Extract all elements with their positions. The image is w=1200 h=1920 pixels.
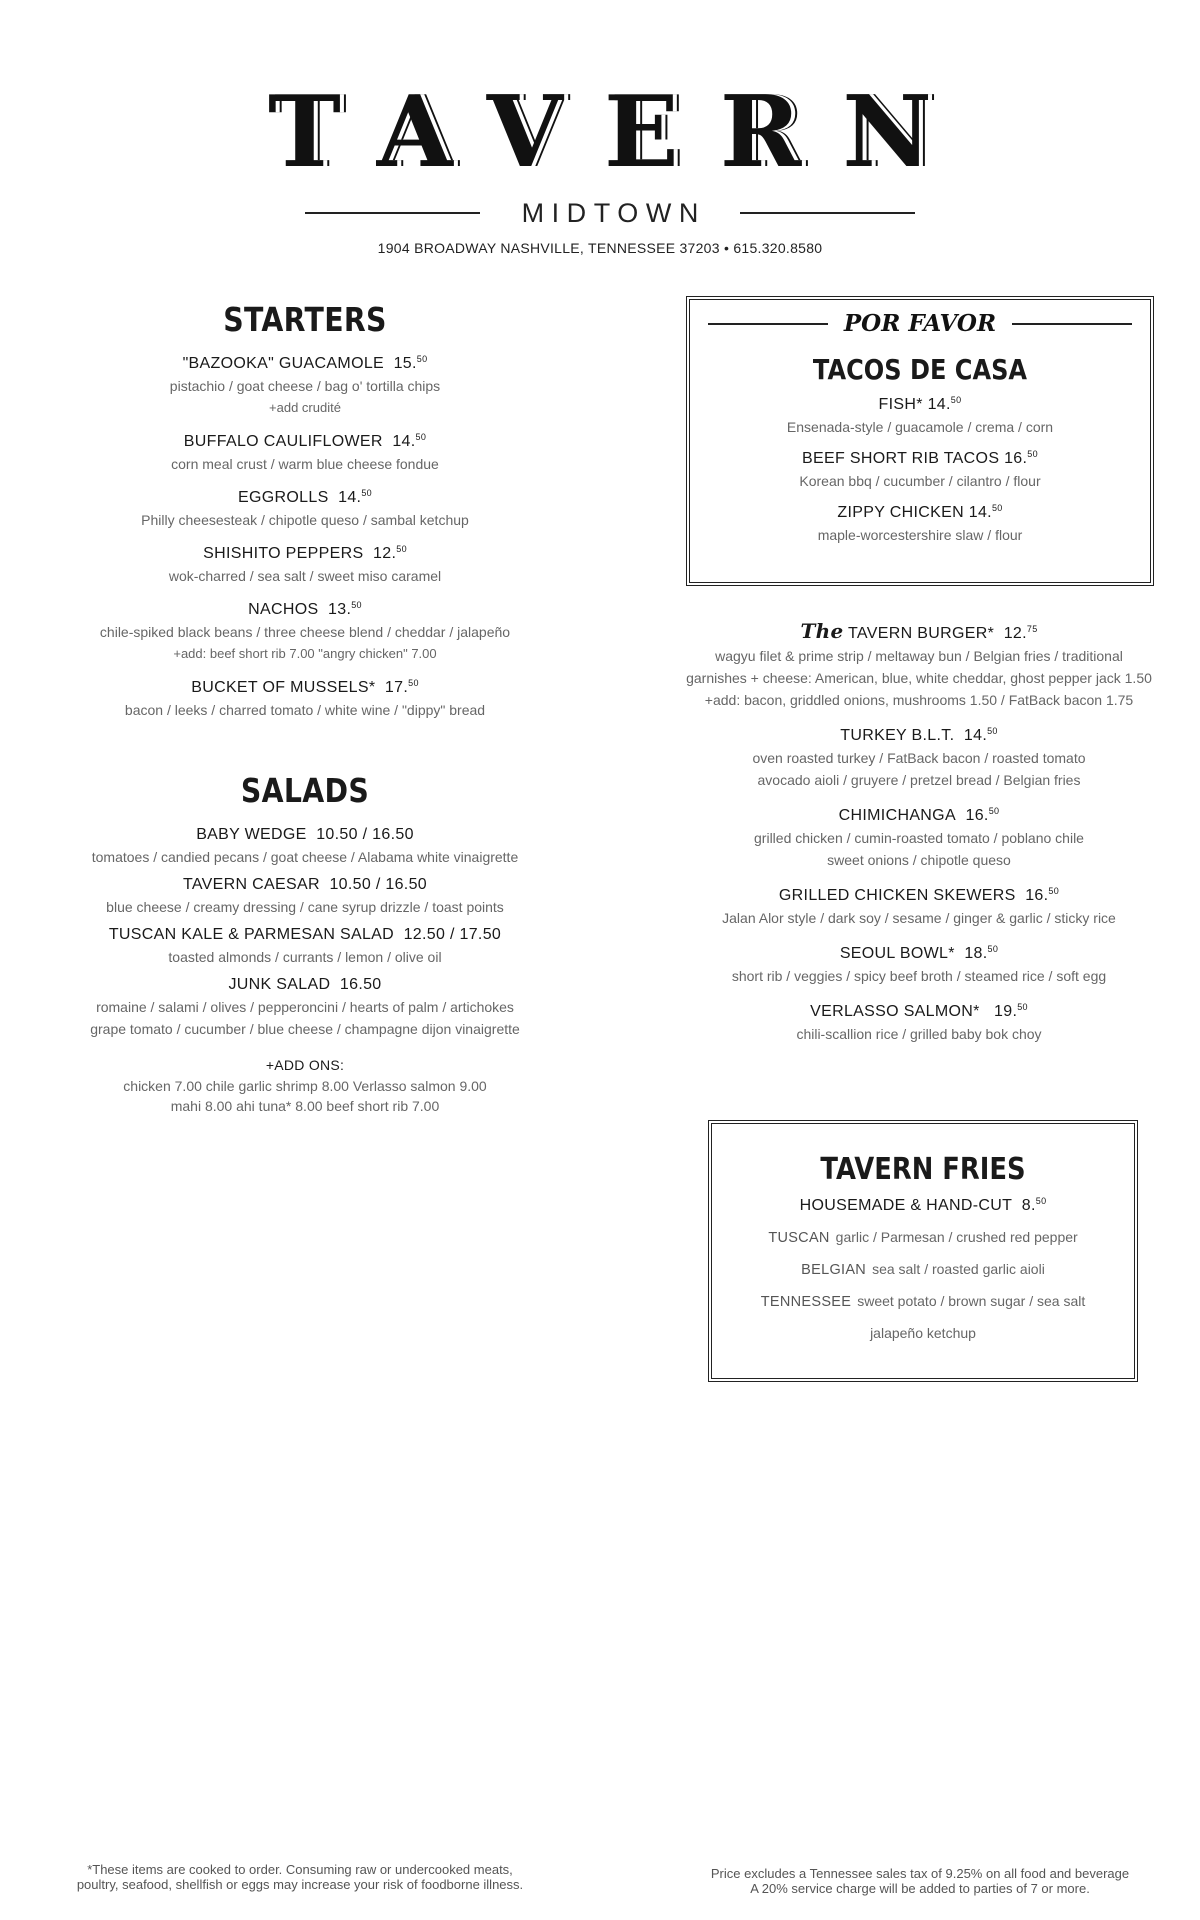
item-cents: 50: [1017, 1002, 1028, 1012]
item-desc: Jalan Alor style / dark soy / sesame / ginger & garlic / sticky rice: [722, 910, 1116, 926]
item-name: VERLASSO SALMON*: [810, 1003, 980, 1020]
item-price: 10.50 / 16.50: [329, 876, 428, 893]
item-cents: 50: [988, 806, 1000, 816]
item-price: 10.50 / 16.50: [316, 826, 414, 843]
menu-item: [60, 924, 550, 968]
menu-item: [690, 502, 1150, 546]
menu-item: [60, 974, 550, 1040]
item-desc: tomatoes / candied pecans / goat cheese / Alabama white vinaigrette: [91, 849, 519, 865]
item-price: 12.: [1003, 625, 1027, 642]
item-name: HOUSEMADE & HAND-CUT: [799, 1197, 1013, 1214]
fries-option: [712, 1226, 1134, 1249]
item-price: 16.: [1025, 887, 1049, 904]
item-price: 17.: [384, 679, 409, 696]
menu-item: [674, 805, 1164, 871]
item-price: 15.: [393, 355, 417, 372]
item-desc: chili-scallion rice / grilled baby bok choy: [796, 1026, 1042, 1042]
item-desc-2: sweet onions / chipotle queso: [827, 852, 1011, 868]
item-price: 13.: [328, 601, 352, 618]
item-name: "BAZOOKA" GUACAMOLE: [182, 355, 385, 372]
item-desc: pistachio / goat cheese / bag o' tortilla chips: [169, 378, 441, 394]
item-cents: 50: [351, 600, 362, 610]
item-desc: chile-spiked black beans / three cheese blend / cheddar / jalapeño: [99, 624, 511, 640]
tavern-fries-box: [708, 1120, 1138, 1382]
item-name: SHISHITO PEPPERS: [203, 545, 364, 562]
menu-item: [60, 874, 550, 918]
item-desc: short rib / veggies / spicy beef broth / steamed rice / soft egg: [731, 968, 1107, 984]
footer-line: poultry, seafood, shellfish or eggs may increase your risk of foodborne illness.: [76, 1877, 524, 1892]
item-name: TAVERN CAESAR: [182, 876, 320, 893]
item-cents: 50: [991, 503, 1003, 513]
addons: [60, 1054, 550, 1116]
addons-line: mahi 8.00 ahi tuna* 8.00 beef short rib 7.00: [170, 1098, 440, 1114]
item-cents: 75: [1026, 624, 1038, 634]
item-name: FISH*: [878, 396, 923, 413]
divider: [740, 212, 915, 214]
salads-title: SALADS: [240, 771, 370, 810]
item-desc: blue cheese / creamy dressing / cane syrup drizzle / toast points: [106, 899, 504, 915]
menu-item: [674, 885, 1164, 929]
item-name: ZIPPY CHICKEN: [837, 504, 964, 521]
menu-item: [60, 487, 550, 531]
item-price: 16.: [1004, 450, 1028, 467]
address: 1904 BROADWAY NASHVILLE, TENNESSEE 37203 • 615.320.8580: [377, 240, 823, 256]
item-price: 18.: [964, 945, 988, 962]
item-price: 16.: [965, 807, 989, 824]
por-favor-title: POR FAVOR: [843, 310, 997, 337]
item-name: TURKEY B.L.T.: [840, 727, 955, 744]
fries-kind: BELGIAN: [801, 1262, 867, 1278]
por-favor-box: [686, 296, 1154, 586]
subtitle-row: [305, 196, 915, 230]
fries-option: [712, 1258, 1134, 1281]
footer-tax-note: [660, 1866, 1180, 1896]
subtitle: MIDTOWN: [521, 197, 706, 228]
menu-item: [674, 1001, 1164, 1045]
item-price: 14.: [392, 433, 416, 450]
item-desc: oven roasted turkey / FatBack bacon / roasted tomato: [752, 750, 1086, 766]
item-name: BUFFALO CAULIFLOWER: [183, 433, 383, 450]
item-desc-2: avocado aioli / gruyere / pretzel bread / Belgian fries: [757, 772, 1081, 788]
item-cents: 50: [415, 432, 427, 442]
menu-item: [674, 943, 1164, 987]
fries-desc: sea salt / roasted garlic aioli: [872, 1261, 1045, 1277]
item-name: BUCKET OF MUSSELS*: [191, 679, 376, 696]
menu-item: [690, 394, 1150, 438]
item-cents: 50: [950, 395, 962, 405]
divider: [708, 323, 828, 325]
item-price: 14.: [968, 504, 992, 521]
item-cents: 50: [987, 944, 999, 954]
item-name: EGGROLLS: [238, 489, 329, 506]
item-desc: bacon / leeks / charred tomato / white wine / "dippy" bread: [124, 702, 486, 718]
item-desc-2: grape tomato / cucumber / blue cheese / champagne dijon vinaigrette: [90, 1021, 520, 1037]
item-desc: grilled chicken / cumin-roasted tomato / poblano chile: [754, 830, 1084, 846]
item-desc: Philly cheesesteak / chipotle queso / sambal ketchup: [141, 512, 469, 528]
item-desc: romaine / salami / olives / pepperoncini / hearts of palm / artichokes: [96, 999, 514, 1015]
menu-item: [674, 725, 1164, 791]
item-desc: corn meal crust / warm blue cheese fondue: [171, 456, 439, 472]
fries-option: [712, 1290, 1134, 1313]
footer-disclaimer: [40, 1862, 560, 1892]
item-desc: Korean bbq / cucumber / cilantro / flour: [799, 473, 1041, 489]
divider: [305, 212, 480, 214]
item-desc: Ensenada-style / guacamole / crema / corn: [786, 419, 1054, 435]
item-cents: 50: [987, 726, 998, 736]
fries-desc: jalapeño ketchup: [870, 1325, 976, 1341]
item-desc-2: garnishes + cheese: American, blue, white cheddar, ghost pepper jack 1.50: [686, 670, 1152, 686]
item-desc-3: +add: bacon, griddled onions, mushrooms 1.50 / FatBack bacon 1.75: [704, 692, 1134, 708]
fries-desc: sweet potato / brown sugar / sea salt: [857, 1293, 1086, 1309]
footer-line: A 20% service charge will be added to parties of 7 or more.: [750, 1881, 1090, 1896]
item-desc: wagyu filet & prime strip / meltaway bun / Belgian fries / traditional: [715, 648, 1123, 664]
item-price: 14.: [927, 396, 951, 413]
fries-title: TAVERN FRIES: [820, 1152, 1026, 1187]
item-name: NACHOS: [248, 601, 319, 618]
item-desc: wok-charred / sea salt / sweet miso caramel: [168, 568, 442, 584]
logo: TAVERN: [267, 75, 974, 190]
menu-item: [60, 599, 550, 665]
menu-item: [60, 353, 550, 419]
divider: [1012, 323, 1132, 325]
item-cents: 50: [361, 488, 372, 498]
fries-option: [712, 1322, 1134, 1344]
addons-line: chicken 7.00 chile garlic shrimp 8.00 Verlasso salmon 9.00: [123, 1078, 487, 1094]
footer-line: *These items are cooked to order. Consuming raw or undercooked meats,: [87, 1862, 513, 1877]
item-name: SEOUL BOWL*: [839, 945, 955, 962]
item-cents: 50: [408, 678, 419, 688]
item-cents: 50: [1048, 886, 1060, 896]
item-desc: maple-worcestershire slaw / flour: [817, 527, 1023, 543]
starters-title: STARTERS: [223, 300, 387, 339]
item-name: BABY WEDGE: [196, 826, 307, 843]
right-column: [674, 620, 1164, 1045]
item-desc-2: +add: beef short rib 7.00 "angry chicken" 7.00: [173, 646, 437, 661]
tacos-title: TACOS DE CASA: [812, 353, 1028, 386]
menu-item: [60, 543, 550, 587]
item-desc: toasted almonds / currants / lemon / olive oil: [168, 949, 442, 965]
item-name: TAVERN BURGER*: [848, 625, 995, 642]
item-name: BEEF SHORT RIB TACOS: [802, 450, 1000, 467]
fries-kind: TUSCAN: [768, 1230, 830, 1246]
item-name: CHIMICHANGA: [838, 807, 956, 824]
item-name: GRILLED CHICKEN SKEWERS: [778, 887, 1016, 904]
item-price: 12.50 / 17.50: [403, 926, 502, 943]
item-name: JUNK SALAD: [228, 976, 331, 993]
item-cents: 50: [1035, 1196, 1047, 1206]
item-price: 14.: [963, 727, 988, 744]
the-word: The: [800, 619, 844, 643]
menu-item: [690, 448, 1150, 492]
fries-desc: garlic / Parmesan / crushed red pepper: [835, 1229, 1078, 1245]
item-desc-2: +add crudité: [269, 400, 341, 415]
item-cents: 50: [396, 544, 407, 554]
item-price: 12.: [373, 545, 397, 562]
fries-kind: TENNESSEE: [760, 1294, 852, 1310]
item-price: 16.50: [339, 976, 382, 993]
menu-item: [674, 620, 1164, 711]
left-column: [60, 300, 550, 1116]
menu-item: [60, 677, 550, 721]
item-cents: 50: [416, 354, 428, 364]
menu-item: [60, 824, 550, 868]
item-price: 19.: [994, 1003, 1018, 1020]
menu-item: [60, 431, 550, 475]
item-price: 14.: [338, 489, 362, 506]
item-cents: 50: [1027, 449, 1038, 459]
item-price: 8.: [1021, 1197, 1036, 1214]
item-name: TUSCAN KALE & PARMESAN SALAD: [108, 926, 395, 943]
footer-line: Price excludes a Tennessee sales tax of 9.25% on all food and beverage: [710, 1866, 1130, 1881]
addons-title: +ADD ONS:: [265, 1057, 345, 1073]
